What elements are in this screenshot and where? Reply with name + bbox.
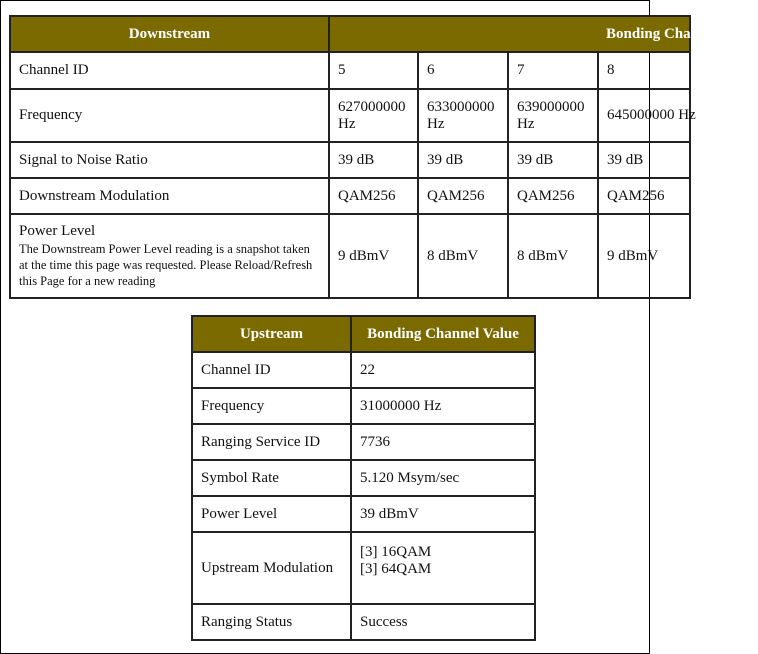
snr-cell: 39 dB (508, 142, 598, 178)
modulation-cell: QAM256 (598, 178, 690, 214)
channel-id-cell: 7 (508, 52, 598, 89)
snr-cell: 39 dB (598, 142, 690, 178)
power-cell: 9 dBmV (598, 214, 690, 298)
modulation-line: [3] 16QAM (360, 544, 432, 560)
power-cell: 9 dBmV (329, 214, 418, 298)
ranging-status-value: Success (351, 604, 535, 640)
downstream-row-frequency (10, 89, 690, 142)
power-note: The Downstream Power Level reading is a snapshot taken at the time this page was requested. Please Reload/Refresh this Page for a new reading (19, 242, 313, 288)
downstream-row-channel-id (10, 52, 690, 89)
frequency-cell: 627000000 Hz (329, 89, 418, 142)
downstream-table (9, 15, 758, 299)
upstream-table (191, 315, 536, 641)
row-label: Upstream Modulation (192, 532, 351, 604)
modulation-value (351, 532, 535, 604)
symbol-rate-value: 5.120 Msym/sec (351, 460, 535, 496)
row-label: Power Level (19, 223, 96, 239)
row-label: Frequency (192, 388, 351, 424)
upstream-row-power (192, 496, 535, 532)
upstream-header-row (192, 316, 535, 352)
snr-cell: 39 dB (418, 142, 508, 178)
row-label: Signal to Noise Ratio (10, 142, 329, 178)
row-label: Channel ID (192, 352, 351, 388)
downstream-bonding-header: Bonding Channel Value (329, 16, 690, 52)
frequency-value: 645000000 Hz (607, 107, 696, 123)
power-label-cell (10, 214, 329, 298)
upstream-row-frequency (192, 388, 535, 424)
modulation-cell: QAM256 (418, 178, 508, 214)
snr-cell: 39 dB (329, 142, 418, 178)
frequency-cell: 633000000 Hz (418, 89, 508, 142)
modulation-cell: QAM256 (508, 178, 598, 214)
frequency-cell (598, 89, 696, 142)
upstream-header: Upstream (192, 316, 351, 352)
channel-id-cell: 8 (598, 52, 690, 89)
frequency-value: 31000000 Hz (351, 388, 535, 424)
frequency-cell: 639000000 Hz (508, 89, 598, 142)
row-label: Symbol Rate (192, 460, 351, 496)
row-label: Channel ID (10, 52, 329, 89)
upstream-bonding-header: Bonding Channel Value (351, 316, 535, 352)
downstream-header-row (10, 16, 690, 52)
channel-id-cell: 5 (329, 52, 418, 89)
row-label: Ranging Service ID (192, 424, 351, 460)
row-label: Downstream Modulation (10, 178, 329, 214)
power-value: 39 dBmV (351, 496, 535, 532)
power-cell: 8 dBmV (508, 214, 598, 298)
upstream-row-channel-id (192, 352, 535, 388)
modulation-line: [3] 64QAM (360, 561, 432, 577)
downstream-row-snr (10, 142, 690, 178)
upstream-row-symbol-rate (192, 460, 535, 496)
upstream-row-modulation (192, 532, 535, 604)
power-cell: 8 dBmV (418, 214, 508, 298)
ranging-service-id-value: 7736 (351, 424, 535, 460)
row-label: Frequency (10, 89, 329, 142)
upstream-row-ranging-service-id (192, 424, 535, 460)
downstream-row-power (10, 214, 690, 298)
row-label: Ranging Status (192, 604, 351, 640)
channel-id-value: 22 (351, 352, 535, 388)
channel-id-cell: 6 (418, 52, 508, 89)
downstream-header: Downstream (10, 16, 329, 52)
upstream-row-ranging-status (192, 604, 535, 640)
modulation-cell: QAM256 (329, 178, 418, 214)
row-label: Power Level (192, 496, 351, 532)
downstream-row-modulation (10, 178, 690, 214)
